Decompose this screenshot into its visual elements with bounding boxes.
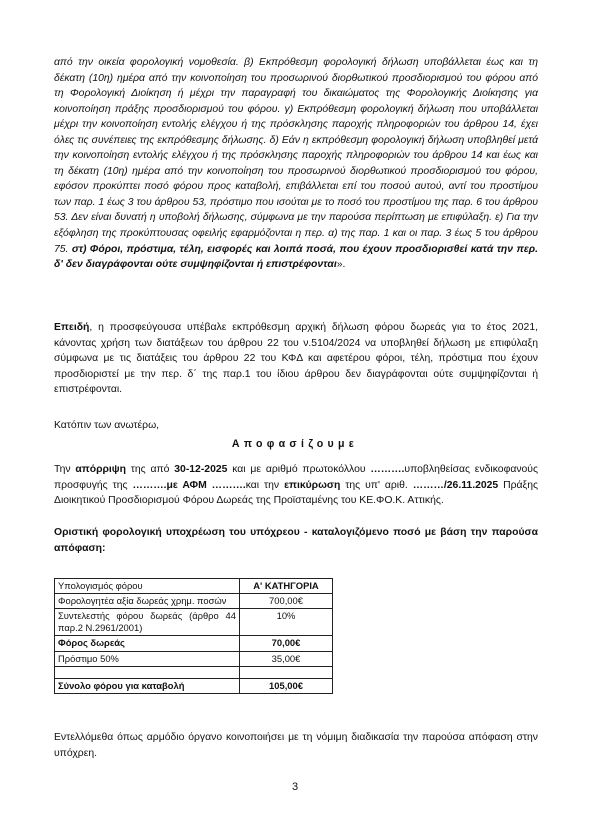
decision-text: της υπ' αριθ.: [340, 479, 413, 491]
table-header-row: [55, 579, 333, 594]
legal-quote-paragraph: [54, 55, 538, 273]
table-cell-label: Φορολογητέα αξία δωρεάς χρημ. ποσών: [55, 594, 240, 609]
obligation-heading: Οριστική φορολογική υποχρέωση του υπόχρεου - καταλογιζόμενο ποσό με βάση την παρούσα απόφαση:: [54, 527, 538, 554]
table-row: [55, 652, 333, 667]
closing-paragraph: [54, 730, 538, 761]
decision-text: και με αριθμό πρωτοκόλλου: [227, 464, 371, 475]
table-cell-label: Πρόστιμο 50%: [55, 652, 240, 667]
table-cell-label: Φόρος δωρεάς: [55, 636, 240, 652]
decision-paragraph: [54, 462, 538, 509]
tax-calculation-table: [54, 578, 333, 694]
decision-text: Πράξης Διοικητικού Προσδιορισμού Φόρου Δωρεάς της Προϊσταμένης του ΚΕ.ΦΟ.Κ. Αττικής.: [54, 479, 538, 507]
decision-protocol-number: ……….: [370, 464, 405, 475]
table-cell-value: 105,00€: [240, 679, 333, 694]
table-header-cell: Α' ΚΑΤΗΓΟΡΙΑ: [240, 579, 333, 594]
decision-tax-id: ……….με ΑΦΜ ……….: [132, 479, 246, 491]
table-row: [55, 609, 333, 636]
closing-text: Εντελλόμεθα όπως αρμόδιο όργανο κοινοποιήσει με τη νόμιμη διαδικασία την παρούσα απόφαση στην υπόχρεη.: [54, 732, 538, 759]
table-cell-value: 10%: [240, 609, 333, 636]
table-row: [55, 636, 333, 652]
decision-ratification: επικύρωση: [284, 479, 341, 491]
decision-text: υποβληθείσας ενδικοφανούς προσφυγής της: [54, 464, 538, 491]
page-number: 3: [291, 781, 299, 793]
reasoning-lead: Επειδή: [54, 322, 90, 333]
decision-date: 30-12-2025: [174, 464, 228, 475]
table-cell-value: 35,00€: [240, 652, 333, 667]
decision-heading: Αποφασίζουμε: [231, 438, 359, 450]
table-row-spacer: [55, 667, 333, 679]
decision-text: και την: [245, 479, 285, 491]
decision-act-number: ………/26.11.2025: [412, 479, 499, 491]
quote-italic-text: από την οικεία φορολογική νομοθεσία. β) Εκπρόθεσμη φορολογική δήλωση υποβάλλεται έως και τη δέκατη (10η) ημέρα από την κοινοποίηση του προσωρινού διορθωτικού προσδιορισμού του φόρου από τη Φορολογική Διοίκηση ή μέχρι την παραγραφή του δικαιώματος της Φορολογικής Διοίκησης για κοινοποίηση πράξης προσδιορισμού του φόρου. γ) Εκπρόθεσμη φορολογική δήλωση που υποβάλλεται μέχρι την κοινοποίηση εντολής ελέγχου ή της πρόσκλησης παροχής πληροφοριών του άρθρου 14, έχει όλες τις συνέπειες της εκπρόθεσμης δήλωσης. δ) Εάν η εκπρόθεσμη φορολογική δήλωση υποβληθεί μετά την κοινοποίηση εντολής ελέγχου ή της πρόσκλησης παροχής πληροφοριών του άρθρου 14 και έως και τη δέκατη (10η) ημέρα από την κοινοποίηση του προσωρινού διορθωτικού προσδιορισμού του φόρου, εφόσον προκύπτει ποσό φόρου προς καταβολή, επιβάλλεται επί του ποσού αυτού, αντί του προστίμου των παρ. 1 έως 3 του άρθρου 53, πρόστιμο που ισούται με το ποσό του προστίμου της παρ. 6 του άρθρου 53. Δεν είναι δυνατή η υποβολή δήλωσης, σύμφωνα με την παρούσα περίπτωση με επιφύλαξη. ε) Για την εξόφληση της προκύπτουσας οφειλής εφαρμόζονται η περ. α) της παρ. 1 και οι παρ. 3 έως 5 του άρθρου 75.: [54, 57, 538, 255]
table-row: [55, 594, 333, 609]
intro-text: Κατόπιν των ανωτέρω,: [54, 420, 160, 431]
table-row: [55, 679, 333, 694]
quote-bold-text: στ) Φόροι, πρόστιμα, τέλη, εισφορές και λοιπά ποσά, που έχουν προσδιορισθεί κατά την περ. δ' δεν διαγράφονται ούτε συμψηφίζονται ή επιστρέφονται: [54, 243, 538, 271]
quote-closing: ».: [336, 259, 346, 271]
reasoning-text: , η προσφεύγουσα υπέβαλε εκπρόθεσμη αρχική δήλωση φόρου δωρεάς για το έτος 2021, κάνοντας χρήση των διατάξεων του άρθρου 22 του ν.5104/2024 να υποβληθεί δήλωση με επιφύλαξη σύμφωνα με τις διατάξεις του άρθρου 22 του ΚΦΔ και αφετέρου φόροι, τέλη, πρόστιμα που έχουν προσδιοριστεί με την περ. δ΄ της παρ.1 του ίδιου άρθρου δεν διαγράφονται ούτε συμψηφίζονται ή επιστρέφονται.: [54, 322, 538, 396]
intro-line: [54, 418, 538, 434]
decision-text: της από: [125, 464, 175, 475]
table-header-cell: Υπολογισμός φόρου: [55, 579, 240, 594]
table-cell-value: 700,00€: [240, 594, 333, 609]
decision-text: Την: [54, 464, 76, 475]
table-cell-value: 70,00€: [240, 636, 333, 652]
table-cell-label: Συντελεστής φόρου δωρεάς (άρθρο 44 παρ.2 Ν.2961/2001): [55, 609, 240, 636]
reasoning-paragraph: [54, 320, 538, 398]
table-cell-label: Σύνολο φόρου για καταβολή: [55, 679, 240, 694]
decision-rejection: απόρριψη: [75, 464, 126, 475]
